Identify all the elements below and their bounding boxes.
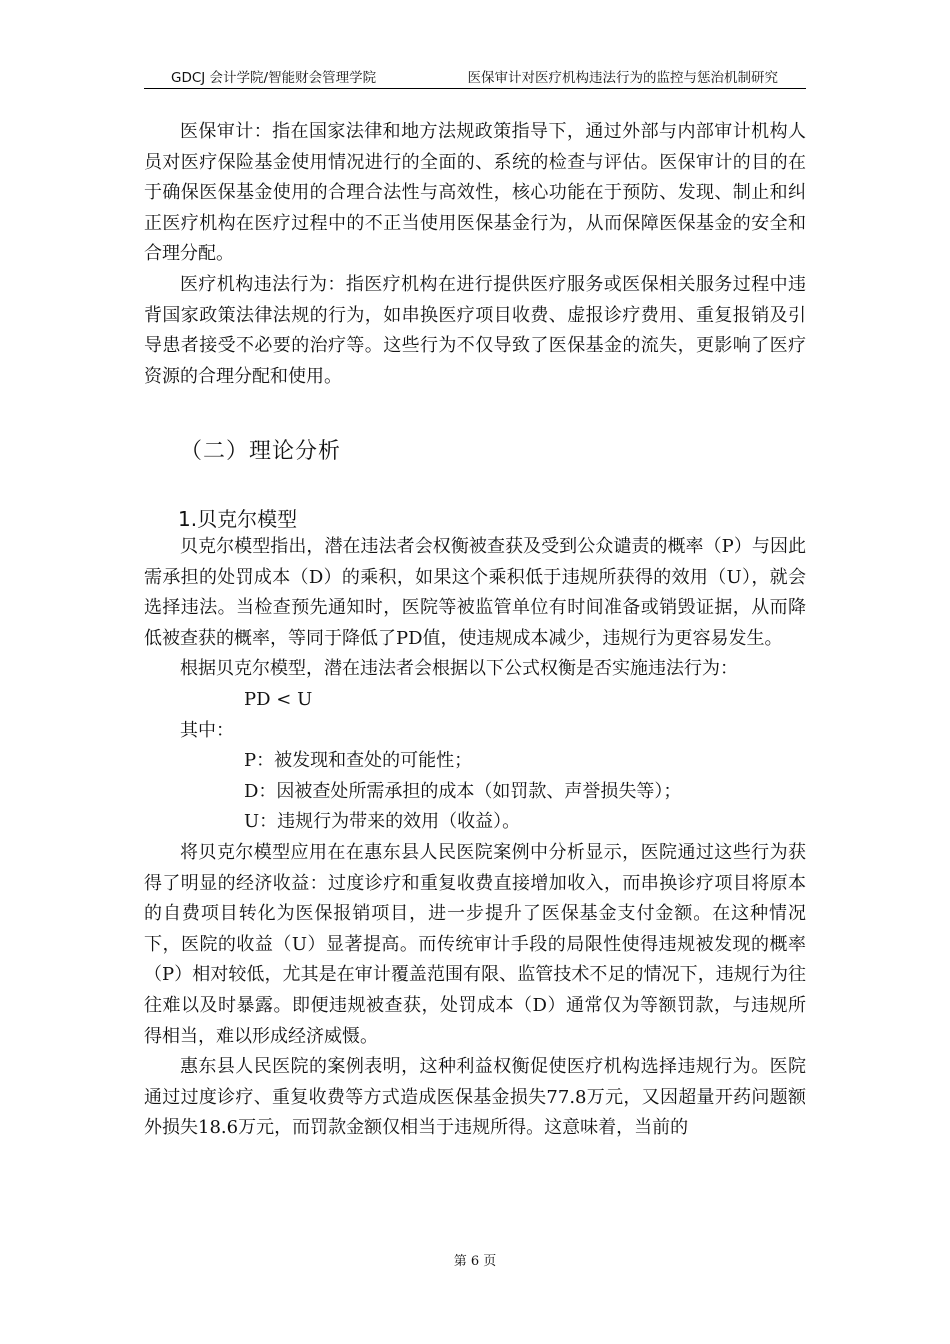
definition-item: P：被发现和查处的可能性；: [244, 750, 473, 772]
header-left: GDCJ 会计学院/智能财会管理学院: [171, 70, 377, 86]
header-right: 医保审计对医疗机构违法行为的监控与惩治机制研究: [467, 70, 778, 86]
where-label: 其中：: [180, 719, 234, 741]
paragraph: 将贝克尔模型应用在在惠东县人民医院案例中分析显示，医院通过这些行为获得了明显的经济收益：过度诊疗和重复收费直接增加收入，而串换诊疗项目将原本的自费项目转化为医保报销项目，进一步提升了医保基金支付金额。在这种情况下，医院的收益（U）显著提高。而传统审计手段的局限性使得违规被发现的概率（P）相对较低，尤其是在审计覆盖范围有限、监管技术不足的情况下，违规行为往往难以及时暴露。即便违规被查获，处罚成本（D）通常仅为等额罚款，与违规所得相当，难以形成经济威慑。: [144, 841, 806, 1047]
subsection-heading: 1.贝克尔模型: [178, 507, 298, 531]
formula: PD < U: [244, 688, 313, 710]
definition-item: D：因被查处所需承担的成本（如罚款、声誉损失等）；: [244, 780, 682, 802]
page-number: 第 6 页: [453, 1254, 497, 1269]
paragraph: 医保审计：指在国家法律和地方法规政策指导下，通过外部与内部审计机构人员对医疗保险基金使用情况进行的全面的、系统的检查与评估。医保审计的目的在于确保医保基金使用的合理合法性与高效性，核心功能在于预防、发现、制止和纠正医疗机构在医疗过程中的不正当使用医保基金行为，从而保障医保基金的安全和合理分配。: [144, 121, 806, 265]
body-block-main: [144, 532, 806, 1144]
definition-item: U：违规行为带来的效用（收益）。: [244, 811, 521, 833]
paragraph: 医疗机构违法行为：指医疗机构在进行提供医疗服务或医保相关服务过程中违背国家政策法律法规的行为，如串换医疗项目收费、虚报诊疗费用、重复报销及引导患者接受不必要的治疗等。这些行为不仅导致了医保基金的流失，更影响了医疗资源的合理分配和使用。: [144, 273, 806, 387]
page-header: [144, 66, 806, 89]
paragraph: 根据贝克尔模型，潜在违法者会根据以下公式权衡是否实施违法行为：: [180, 658, 738, 680]
section-heading: （二）理论分析: [180, 439, 342, 464]
paragraph: 惠东县人民医院的案例表明，这种利益权衡促使医疗机构选择违规行为。医院通过过度诊疗、重复收费等方式造成医保基金损失77.8万元，又因超量开药问题额外损失18.6万元，而罚款金额仅相当于违规所得。这意味着，当前的: [144, 1056, 806, 1139]
paragraph: 贝克尔模型指出，潜在违法者会权衡被查获及受到公众谴责的概率（P）与因此需承担的处罚成本（D）的乘积，如果这个乘积低于违规所获得的效用（U），就会选择违法。当检查预先通知时，医院等被监管单位有时间准备或销毁证据，从而降低被查获的概率，等同于降低了PD值，使违规成本减少，违规行为更容易发生。: [144, 536, 806, 649]
body-block-top: [144, 117, 806, 392]
